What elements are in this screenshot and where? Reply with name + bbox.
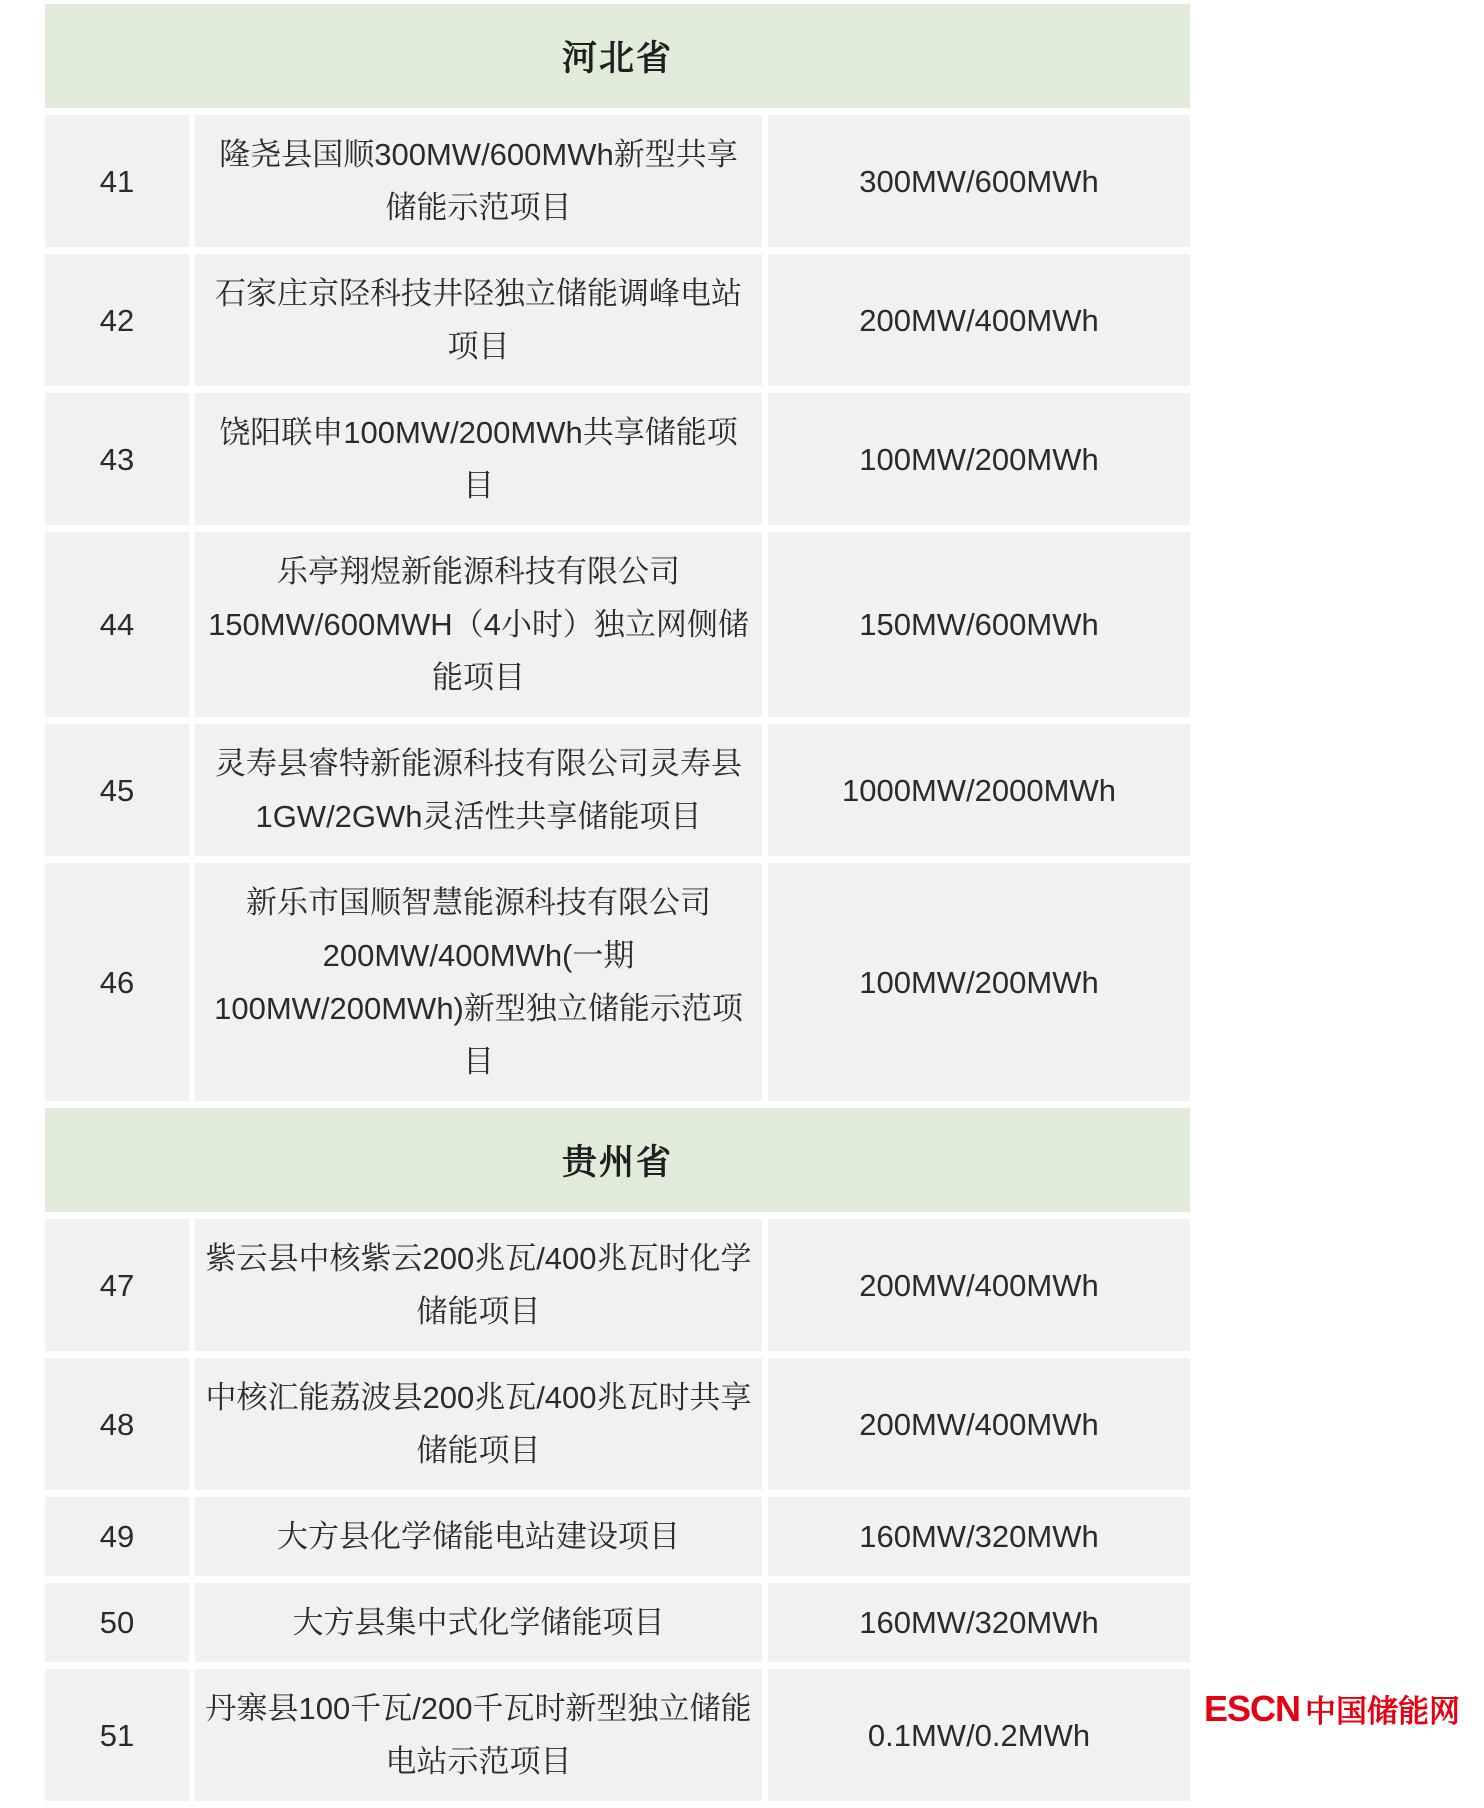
province-rows [45,115,1190,1101]
project-capacity-cell: 160MW/320MWh [768,1583,1190,1662]
province-header [45,1108,1190,1212]
row-number-cell: 49 [45,1497,189,1576]
escn-logo [1204,1686,1460,1731]
table-row [45,1358,1190,1490]
table-row [45,254,1190,386]
row-number-cell: 47 [45,1219,189,1351]
row-number-cell: 46 [45,863,189,1101]
province-header [45,4,1190,108]
escn-logo-cn-text: 中国储能网 [1305,1694,1460,1729]
row-number-cell: 50 [45,1583,189,1662]
table-row [45,1669,1190,1801]
table-row [45,393,1190,525]
table-row [45,1497,1190,1576]
project-capacity-cell: 200MW/400MWh [768,1358,1190,1490]
project-capacity-cell: 100MW/200MWh [768,393,1190,525]
project-name-cell: 饶阳联申100MW/200MWh共享储能项目 [195,393,762,525]
province-rows [45,1219,1190,1801]
table-row [45,1583,1190,1662]
project-capacity-cell: 1000MW/2000MWh [768,724,1190,856]
project-capacity-cell: 200MW/400MWh [768,254,1190,386]
project-capacity-cell: 0.1MW/0.2MWh [768,1669,1190,1801]
row-number-cell: 43 [45,393,189,525]
table-row [45,863,1190,1101]
table-row [45,724,1190,856]
project-name-cell: 中核汇能荔波县200兆瓦/400兆瓦时共享储能项目 [195,1358,762,1490]
project-capacity-cell: 150MW/600MWh [768,532,1190,717]
row-number-cell: 44 [45,532,189,717]
project-name-cell: 灵寿县睿特新能源科技有限公司灵寿县1GW/2GWh灵活性共享储能项目 [195,724,762,856]
province-section [45,4,1190,1101]
row-number-cell: 48 [45,1358,189,1490]
projects-table [45,4,1190,1808]
project-capacity-cell: 200MW/400MWh [768,1219,1190,1351]
project-name-cell: 新乐市国顺智慧能源科技有限公司200MW/400MWh(一期100MW/200MWh)新型独立储能示范项目 [195,863,762,1101]
row-number-cell: 45 [45,724,189,856]
project-name-cell: 丹寨县100千瓦/200千瓦时新型独立储能电站示范项目 [195,1669,762,1801]
row-number-cell: 51 [45,1669,189,1801]
project-name-cell: 石家庄京陉科技井陉独立储能调峰电站项目 [195,254,762,386]
project-name-cell: 隆尧县国顺300MW/600MWh新型共享储能示范项目 [195,115,762,247]
project-name-cell: 紫云县中核紫云200兆瓦/400兆瓦时化学储能项目 [195,1219,762,1351]
project-name-cell: 大方县集中式化学储能项目 [195,1583,762,1662]
project-capacity-cell: 100MW/200MWh [768,863,1190,1101]
project-name-cell: 乐亭翔煜新能源科技有限公司150MW/600MWH（4小时）独立网侧储能项目 [195,532,762,717]
table-row [45,115,1190,247]
escn-logo-en-text: ESCN [1203,1687,1300,1729]
project-name-cell: 大方县化学储能电站建设项目 [195,1497,762,1576]
table-row [45,1219,1190,1351]
province-title: 贵州省 [561,1143,673,1182]
project-capacity-cell: 300MW/600MWh [768,115,1190,247]
row-number-cell: 42 [45,254,189,386]
province-title: 河北省 [561,39,673,78]
row-number-cell: 41 [45,115,189,247]
project-capacity-cell: 160MW/320MWh [768,1497,1190,1576]
table-row [45,532,1190,717]
province-section [45,1108,1190,1801]
